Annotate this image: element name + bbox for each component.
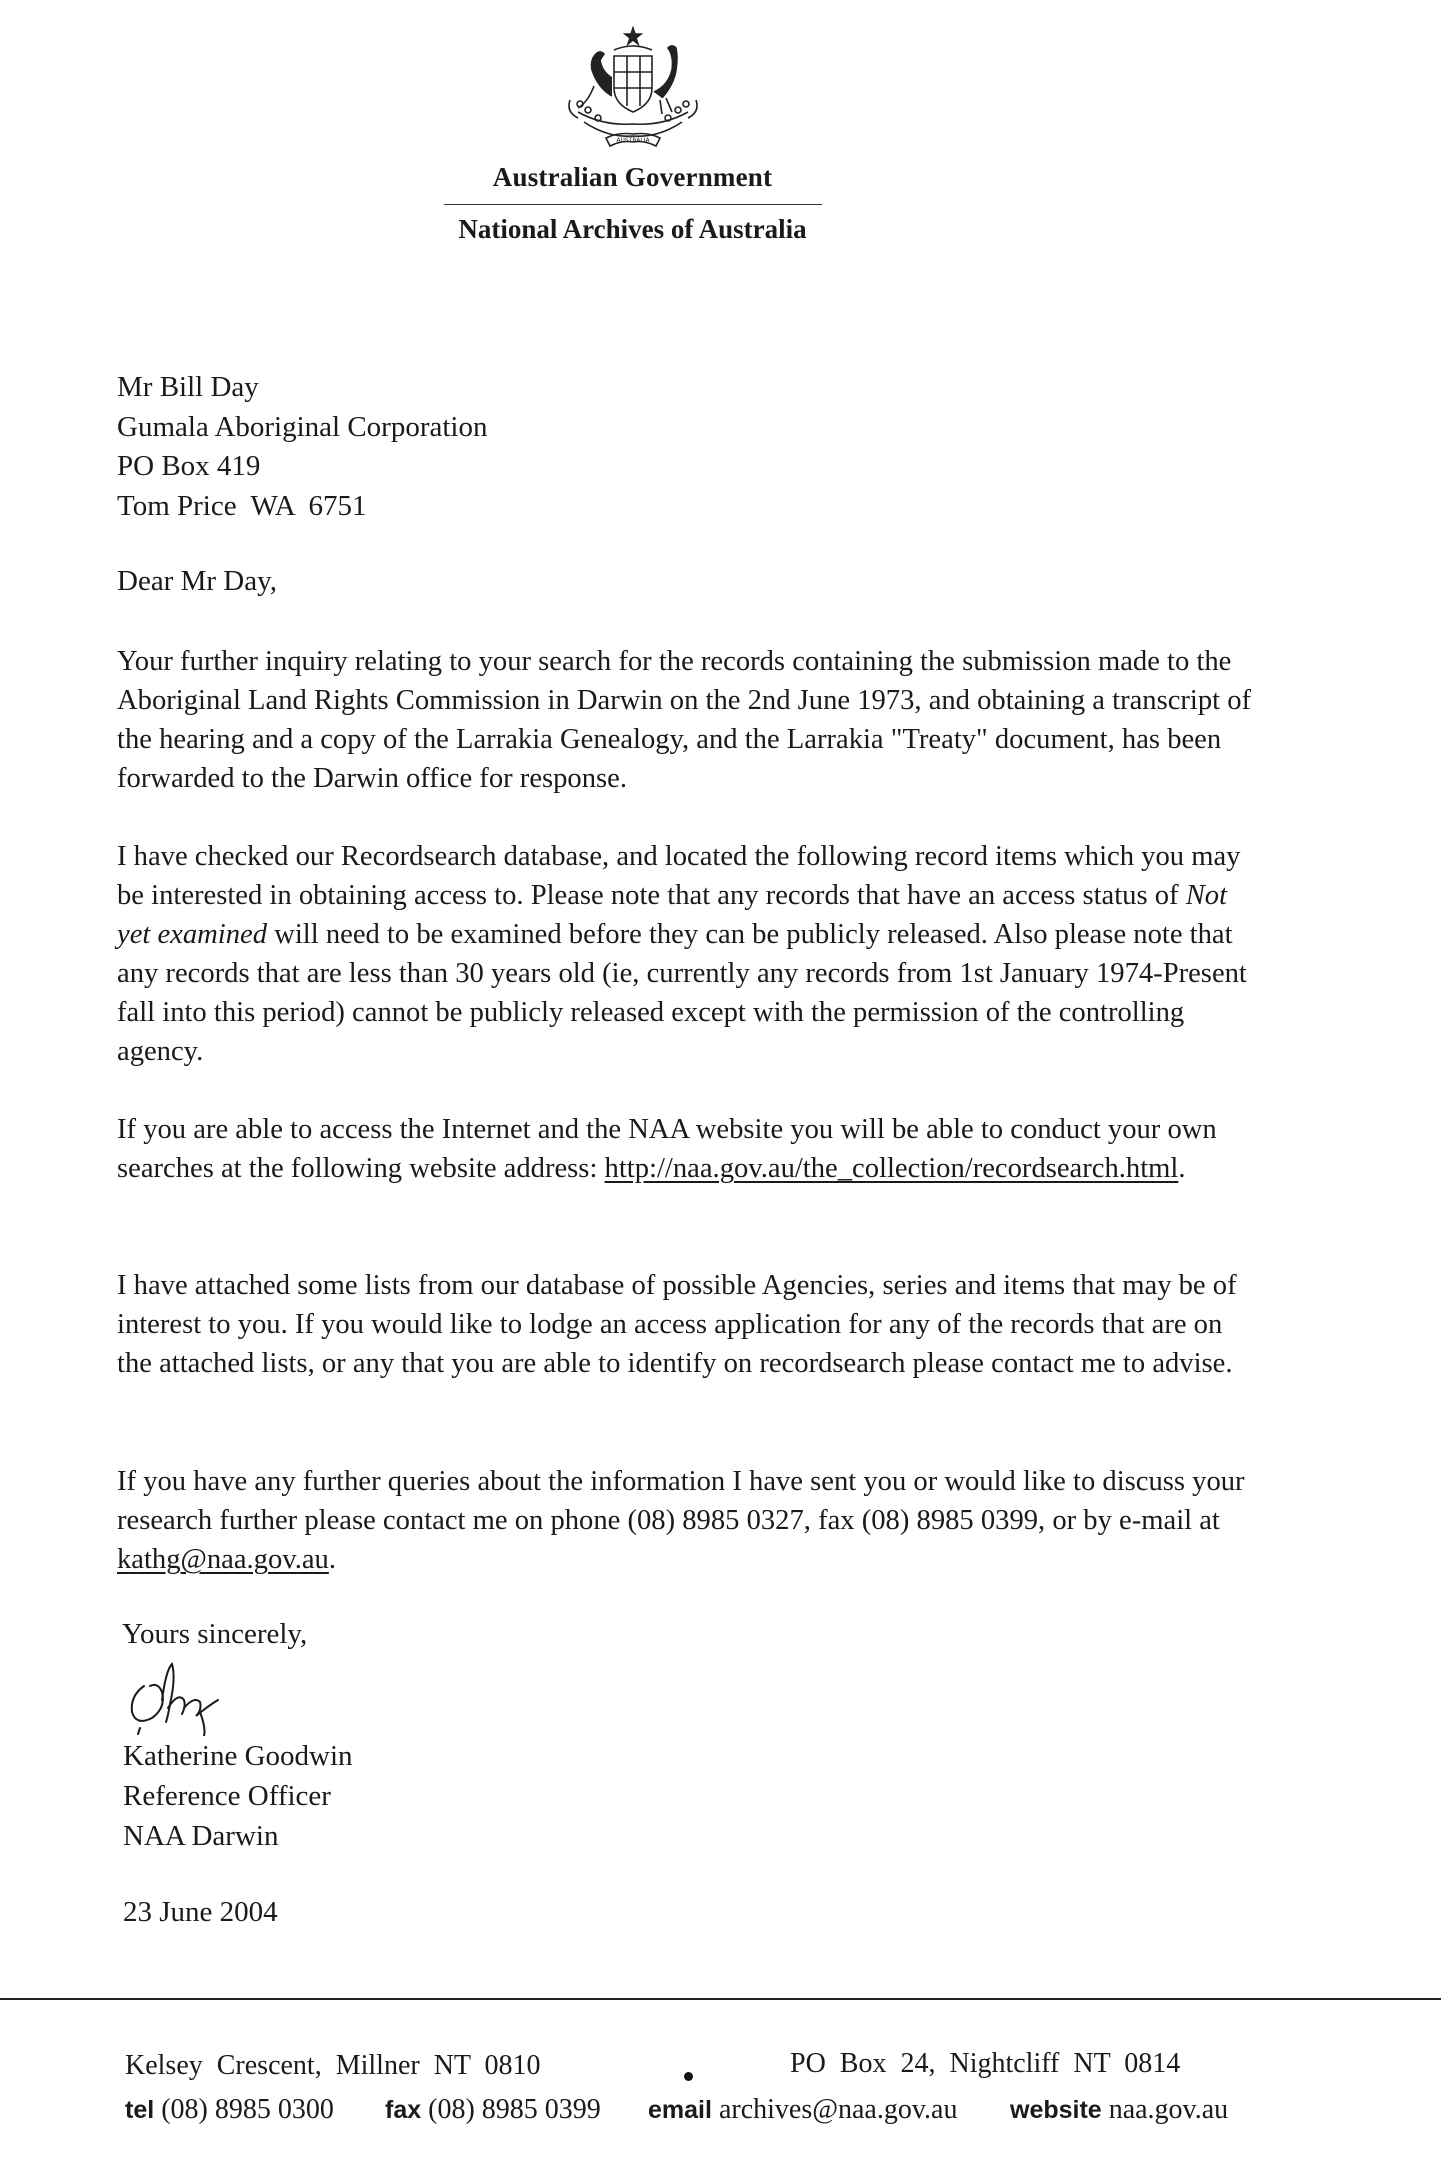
- signer-block: [123, 1736, 353, 1856]
- signature-icon: [122, 1656, 272, 1736]
- government-name: Australian Government: [492, 162, 773, 192]
- svg-text:AUSTRALIA: AUSTRALIA: [616, 137, 650, 144]
- email-address[interactable]: archives@naa.gov.au: [711, 2094, 958, 2125]
- email-label: email: [648, 2096, 712, 2124]
- footer-tel: [125, 2094, 334, 2126]
- paragraph-text: .: [1178, 1153, 1186, 1184]
- footer-website: [1010, 2094, 1228, 2126]
- signer-office: NAA Darwin: [123, 1820, 279, 1852]
- tel-number: (08) 8985 0300: [154, 2094, 334, 2125]
- footer-email: [648, 2094, 957, 2126]
- signer-title: Reference Officer: [123, 1780, 331, 1812]
- website-label: website: [1010, 2096, 1102, 2124]
- recipient-name: Mr Bill Day: [117, 371, 259, 403]
- recipient-locality: Tom Price WA 6751: [117, 489, 367, 522]
- coat-of-arms-icon: [548, 26, 718, 154]
- recipient-po-box: PO Box 419: [117, 450, 261, 482]
- salutation: Dear Mr Day,: [117, 565, 277, 597]
- header-divider: [444, 204, 822, 205]
- recordsearch-link[interactable]: http://naa.gov.au/the_collection/recordsearch.html: [604, 1153, 1179, 1184]
- letter-date: 23 June 2004: [123, 1896, 278, 1928]
- website-address[interactable]: naa.gov.au: [1101, 2094, 1229, 2125]
- recipient-organisation: Gumala Aboriginal Corporation: [117, 410, 488, 443]
- fax-number: (08) 8985 0399: [421, 2094, 601, 2125]
- body-paragraph-5: [117, 1462, 1257, 1579]
- footer-fax: [385, 2094, 601, 2126]
- body-paragraph-3: [117, 1110, 1257, 1188]
- paragraph-text: I have checked our Recordsearch database, and located the following record items which you may be interested in obtaining access to. Please note that any records that have an access status of: [117, 841, 1241, 911]
- footer-street-address: Kelsey Crescent, Millner NT 0810: [125, 2050, 541, 2081]
- signer-name: Katherine Goodwin: [123, 1740, 353, 1772]
- tel-label: tel: [125, 2096, 155, 2124]
- footer-divider: [0, 1998, 1441, 2000]
- fax-label: fax: [385, 2096, 422, 2124]
- paragraph-text: If you have any further queries about the information I have sent you or would like to discuss your research further please contact me on phone (08) 8985 0327, fax (08) 8985 0399, or by e-mail at: [117, 1466, 1245, 1536]
- closing: Yours sincerely,: [122, 1618, 308, 1650]
- footer-bullet-icon: [684, 2072, 693, 2081]
- email-link[interactable]: kathg@naa.gov.au: [117, 1544, 329, 1575]
- access-status-text: Not yet examined: [117, 880, 1228, 950]
- body-paragraph-1: Your further inquiry relating to your search for the records containing the submission made to the Aboriginal Land Rights Commission in Darwin on the 2nd June 1973, and obtaining a transcript of the hearing and a copy of the Larrakia Genealogy, and the Larrakia "Treaty" document, has been forwarded to the Darwin office for response.: [117, 646, 1252, 794]
- paragraph-text: If you are able to access the Internet and the NAA website you will be able to conduct your own searches at the following website address:: [117, 1114, 1217, 1184]
- agency-name: National Archives of Australia: [458, 214, 807, 244]
- footer-postal-address: PO Box 24, Nightcliff NT 0814: [790, 2048, 1181, 2079]
- paragraph-text: will need to be examined before they can be publicly released. Also please note that any records that are less than 30 years old (ie, currently any records from 1st January 1974-Present fall into this period) cannot be publicly released except with the permission of the controlling agency.: [117, 919, 1247, 1067]
- body-paragraph-2: [117, 837, 1257, 1071]
- paragraph-text: .: [328, 1544, 337, 1575]
- body-paragraph-4: I have attached some lists from our database of possible Agencies, series and items that may be of interest to you. If you would like to lodge an access application for any of the records that are on the attached lists, or any that you are able to identify on recordsearch please contact me to advise.: [117, 1270, 1237, 1379]
- recipient-address: [117, 368, 488, 526]
